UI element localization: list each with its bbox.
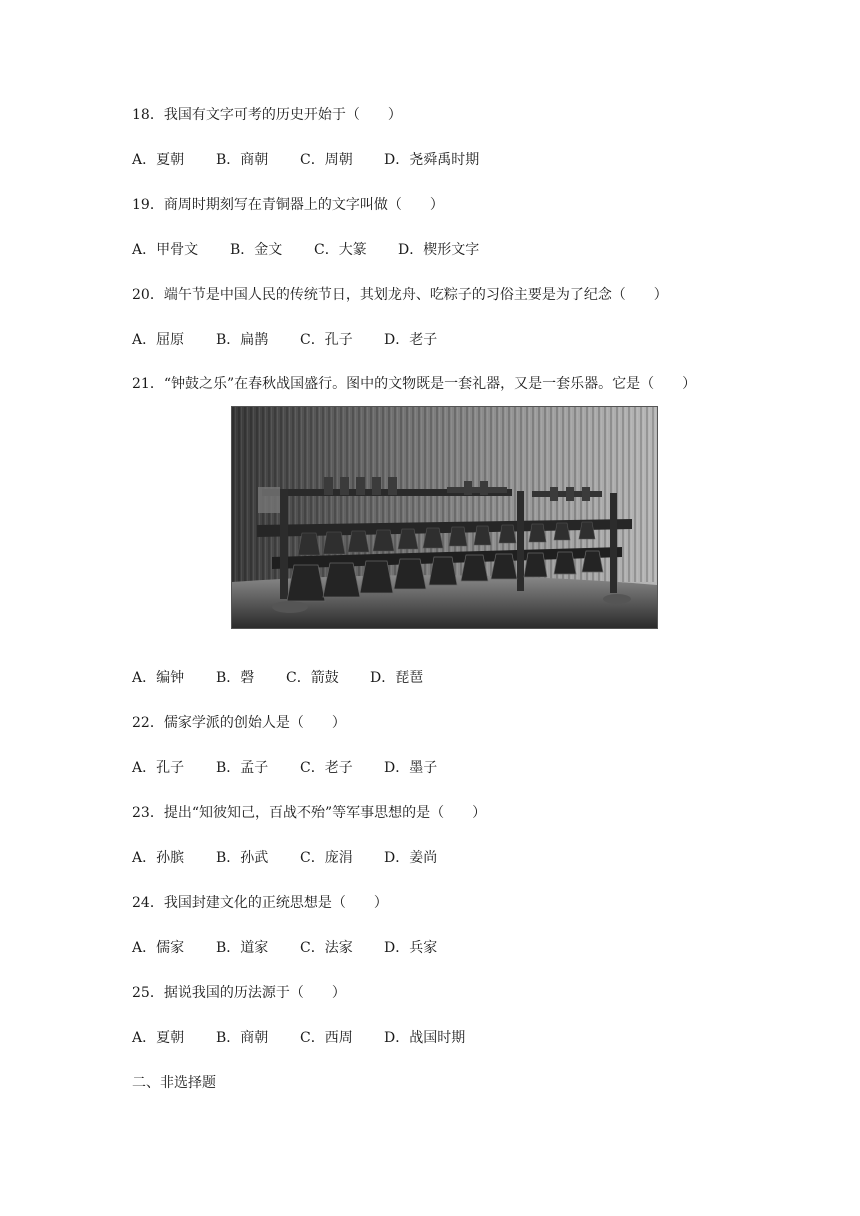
- question-22-stem: 22．儒家学派的创始人是（ ）: [132, 715, 346, 731]
- question-25-option-c: C．西周: [300, 1030, 353, 1046]
- question-18-stem: 18．我国有文字可考的历史开始于（ ）: [132, 107, 402, 123]
- question-24-option-c: C．法家: [300, 940, 353, 956]
- question-22-option-c: C．老子: [300, 760, 353, 776]
- question-22-option-a: A．孔子: [132, 760, 185, 776]
- question-23-option-c: C．庞涓: [300, 850, 353, 866]
- question-25-stem: 25．据说我国的历法源于（ ）: [132, 985, 346, 1001]
- question-19-stem: 19．商周时期刻写在青铜器上的文字叫做（ ）: [132, 197, 444, 213]
- question-22-option-d: D．墨子: [384, 760, 438, 776]
- question-18-option-b: B．商朝: [216, 152, 269, 168]
- question-21-option-d: D．琵琶: [370, 670, 424, 686]
- question-24-option-d: D．兵家: [384, 940, 438, 956]
- bronze-chime-bells-photo: [231, 406, 658, 629]
- question-25-option-b: B．商朝: [216, 1030, 269, 1046]
- question-18-option-c: C．周朝: [300, 152, 353, 168]
- question-24-option-b: B．道家: [216, 940, 269, 956]
- question-21-option-b: B．磬: [216, 670, 255, 686]
- question-23-option-b: B．孙武: [216, 850, 269, 866]
- question-21-option-a: A．编钟: [132, 670, 185, 686]
- question-18-option-a: A．夏朝: [132, 152, 185, 168]
- question-19-option-a: A．甲骨文: [132, 242, 199, 258]
- question-18-option-d: D．尧舜禹时期: [384, 152, 480, 168]
- question-20-stem: 20．端午节是中国人民的传统节日，其划龙舟、吃粽子的习俗主要是为了纪念（ ）: [132, 287, 668, 303]
- question-23-option-d: D．姜尚: [384, 850, 438, 866]
- question-21-option-c: C．箭鼓: [286, 670, 339, 686]
- question-22-option-b: B．孟子: [216, 760, 269, 776]
- section-heading: 二、非选择题: [132, 1075, 216, 1091]
- question-19-option-d: D．楔形文字: [398, 242, 480, 258]
- question-19-option-b: B．金文: [230, 242, 283, 258]
- question-20-option-d: D．老子: [384, 332, 438, 348]
- question-21-stem: 21．“钟鼓之乐”在春秋战国盛行。图中的文物既是一套礼器，又是一套乐器。它是（ ）: [132, 376, 697, 392]
- question-20-option-a: A．屈原: [132, 332, 185, 348]
- question-19-option-c: C．大篆: [314, 242, 367, 258]
- question-25-option-a: A．夏朝: [132, 1030, 185, 1046]
- question-23-option-a: A．孙膑: [132, 850, 185, 866]
- question-23-stem: 23．提出“知彼知己，百战不殆”等军事思想的是（ ）: [132, 805, 487, 821]
- question-24-stem: 24．我国封建文化的正统思想是（ ）: [132, 895, 388, 911]
- question-20-option-c: C．孔子: [300, 332, 353, 348]
- question-20-option-b: B．扁鹊: [216, 332, 269, 348]
- question-24-option-a: A．儒家: [132, 940, 185, 956]
- question-25-option-d: D．战国时期: [384, 1030, 466, 1046]
